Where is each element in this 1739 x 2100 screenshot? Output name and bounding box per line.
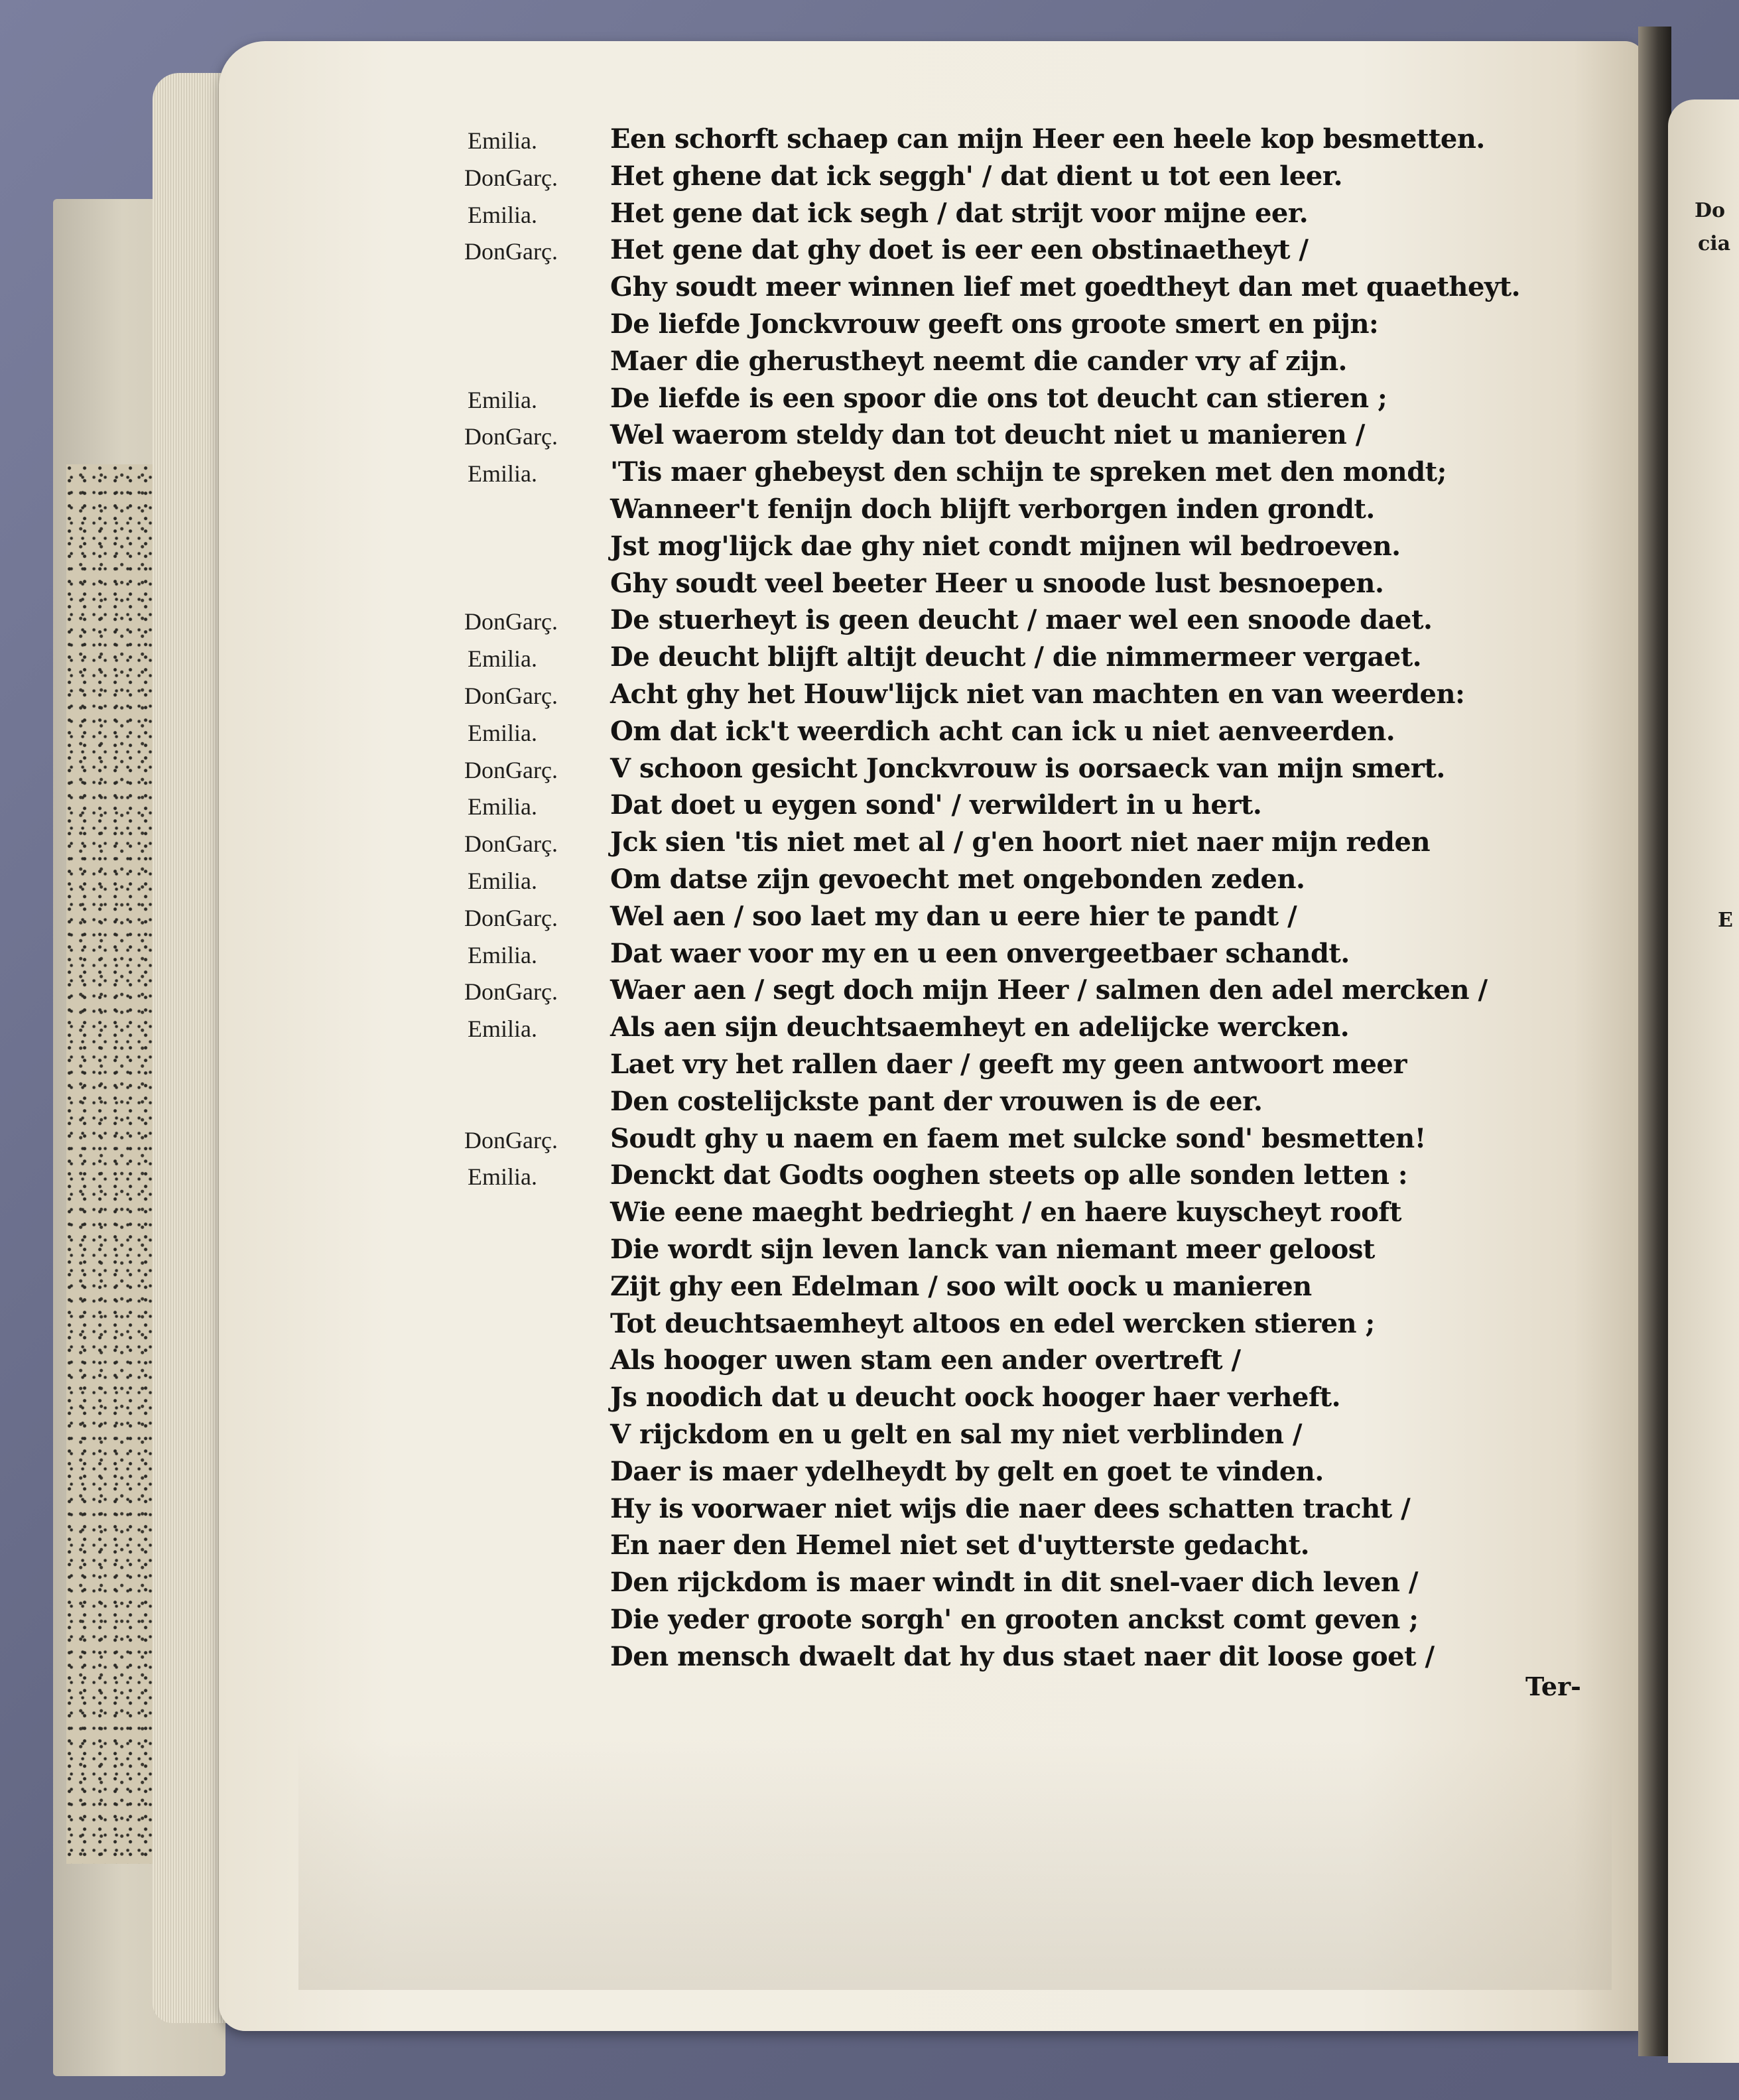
- speaker-name: Emilia.: [468, 460, 537, 488]
- speaker-name: DonGarç.: [464, 978, 558, 1006]
- speaker-name: DonGarç.: [464, 608, 558, 635]
- facing-page-text-mid: E: [1718, 909, 1733, 932]
- speaker-name: DonGarç.: [464, 904, 558, 931]
- book-gutter: [1638, 27, 1671, 2056]
- speckled-edge: [66, 464, 166, 1864]
- speaker-name: Emilia.: [468, 645, 537, 673]
- verse-line: Tot deuchtsaemheyt altoos en edel wercken stieren ;: [610, 1307, 1375, 1339]
- verse-line: Daer is maer ydelheydt by gelt en goet te vinden.: [610, 1455, 1324, 1487]
- speaker-name: Emilia.: [468, 793, 537, 820]
- facing-page-text-top: Do: [1695, 199, 1726, 222]
- speaker-name: Emilia.: [468, 1016, 537, 1043]
- verse-line: Den mensch dwaelt dat hy dus staet naer dit loose goet /: [610, 1640, 1435, 1672]
- verse-line: Wie eene maeght bedrieght / en haere kuyscheyt rooft: [610, 1197, 1401, 1228]
- verse-line: Om dat ick't weerdich acht can ick u niet aenveerden.: [610, 715, 1395, 747]
- verse-line: Wanneer't fenijn doch blijft verborgen inden grondt.: [610, 493, 1375, 525]
- verse-line: Laet vry het rallen daer / geeft my geen antwoort meer: [610, 1049, 1407, 1080]
- speaker-name: DonGarç.: [464, 756, 558, 783]
- facing-page: [1668, 99, 1739, 2063]
- speaker-name: DonGarç.: [464, 1126, 558, 1153]
- verse-line: V rijckdom en u gelt en sal my niet verblinden /: [610, 1419, 1303, 1450]
- verse-line: En naer den Hemel niet set d'uytterste gedacht.: [610, 1530, 1310, 1561]
- facing-page-text-sub: cia: [1698, 232, 1731, 255]
- verse-line: Waer aen / segt doch mijn Heer / salmen den adel mercken /: [610, 974, 1488, 1006]
- verse-line: Als aen sijn deuchtsaemheyt en adelijcke wercken.: [610, 1012, 1350, 1043]
- verse-line: Die yeder groote sorgh' en grooten anckst comt geven ;: [610, 1604, 1419, 1635]
- speaker-name: DonGarç.: [464, 830, 558, 858]
- verse-line: Js noodich dat u deucht oock hooger haer verheft.: [610, 1382, 1341, 1413]
- verse-line: Wel aen / soo laet my dan u eere hier te pandt /: [610, 900, 1297, 932]
- verse-line: Dat doet u eygen sond' / verwildert in u hert.: [610, 789, 1262, 821]
- verse-line: Jck sien 'tis niet met al / g'en hoort niet naer mijn reden: [610, 826, 1431, 858]
- verse-line: 'Tis maer ghebeyst den schijn te spreken met den mondt;: [610, 456, 1447, 488]
- speaker-name: DonGarç.: [464, 683, 558, 709]
- verse-line: V schoon gesicht Jonckvrouw is oorsaeck van mijn smert.: [610, 752, 1445, 784]
- verse-line: Acht ghy het Houw'lijck niet van machten en van weerden:: [610, 679, 1465, 710]
- speaker-name: Emilia.: [468, 386, 537, 413]
- verse-line: Als hooger uwen stam een ander overtreft /: [610, 1345, 1241, 1376]
- verse-line: Dat waer voor my en u een onvergeetbaer schandt.: [610, 937, 1350, 969]
- verse-line: Het gene dat ick segh / dat strijt voor mijne eer.: [610, 197, 1309, 229]
- catchword: Ter-: [1525, 1672, 1581, 1701]
- verse-line: Om datse zijn gevoecht met ongebonden zeden.: [610, 864, 1305, 895]
- verse-line: De liefde Jonckvrouw geeft ons groote smert en pijn:: [610, 308, 1379, 340]
- page-shadow: [298, 1738, 1612, 1990]
- verse-line: Jst mog'lijck dae ghy niet condt mijnen wil bedroeven.: [610, 530, 1401, 562]
- speaker-name: Emilia.: [468, 941, 537, 968]
- verse-line: De liefde is een spoor die ons tot deucht can stieren ;: [610, 382, 1387, 414]
- verse-line: De stuerheyt is geen deucht / maer wel een snoode daet.: [610, 604, 1433, 636]
- speaker-name: Emilia.: [468, 201, 537, 228]
- speaker-name: Emilia.: [468, 868, 537, 894]
- verse-line: Het ghene dat ick seggh' / dat dient u tot een leer.: [610, 160, 1343, 192]
- verse-line: Hy is voorwaer niet wijs die naer dees schatten tracht /: [610, 1492, 1411, 1524]
- speaker-name: Emilia.: [468, 719, 537, 746]
- verse-line: Den costelijckste pant der vrouwen is de eer.: [610, 1085, 1263, 1117]
- speaker-name: DonGarç.: [464, 423, 558, 450]
- verse-line: Zijt ghy een Edelman / soo wilt oock u manieren: [610, 1270, 1312, 1302]
- verse-line: Die wordt sijn leven lanck van niemant meer geloost: [610, 1234, 1375, 1265]
- verse-line: De deucht blijft altijt deucht / die nimmermeer vergaet.: [610, 641, 1422, 673]
- verse-line: Wel waerom steldy dan tot deucht niet u manieren /: [610, 419, 1365, 451]
- verse-line: Het gene dat ghy doet is eer een obstinaetheyt /: [610, 234, 1309, 266]
- speaker-name: Emilia.: [468, 127, 537, 154]
- verse-line: Ghy soudt meer winnen lief met goedtheyt dan met quaetheyt.: [610, 271, 1521, 303]
- verse-line: Een schorft schaep can mijn Heer een heele kop besmetten.: [610, 123, 1485, 155]
- speaker-name: DonGarç.: [464, 164, 558, 191]
- speaker-name: DonGarç.: [464, 238, 558, 265]
- verse-line: Ghy soudt veel beeter Heer u snoode lust besnoepen.: [610, 567, 1384, 599]
- verse-line: Soudt ghy u naem en faem met sulcke sond' besmetten!: [610, 1122, 1426, 1154]
- speaker-name: Emilia.: [468, 1163, 537, 1191]
- verse-line: Maer die gherustheyt neemt die cander vry af zijn.: [610, 345, 1347, 377]
- verse-line: Den rijckdom is maer windt in dit snel-vaer dich leven /: [610, 1567, 1418, 1599]
- verse-line: Denckt dat Godts ooghen steets op alle sonden letten :: [610, 1159, 1408, 1191]
